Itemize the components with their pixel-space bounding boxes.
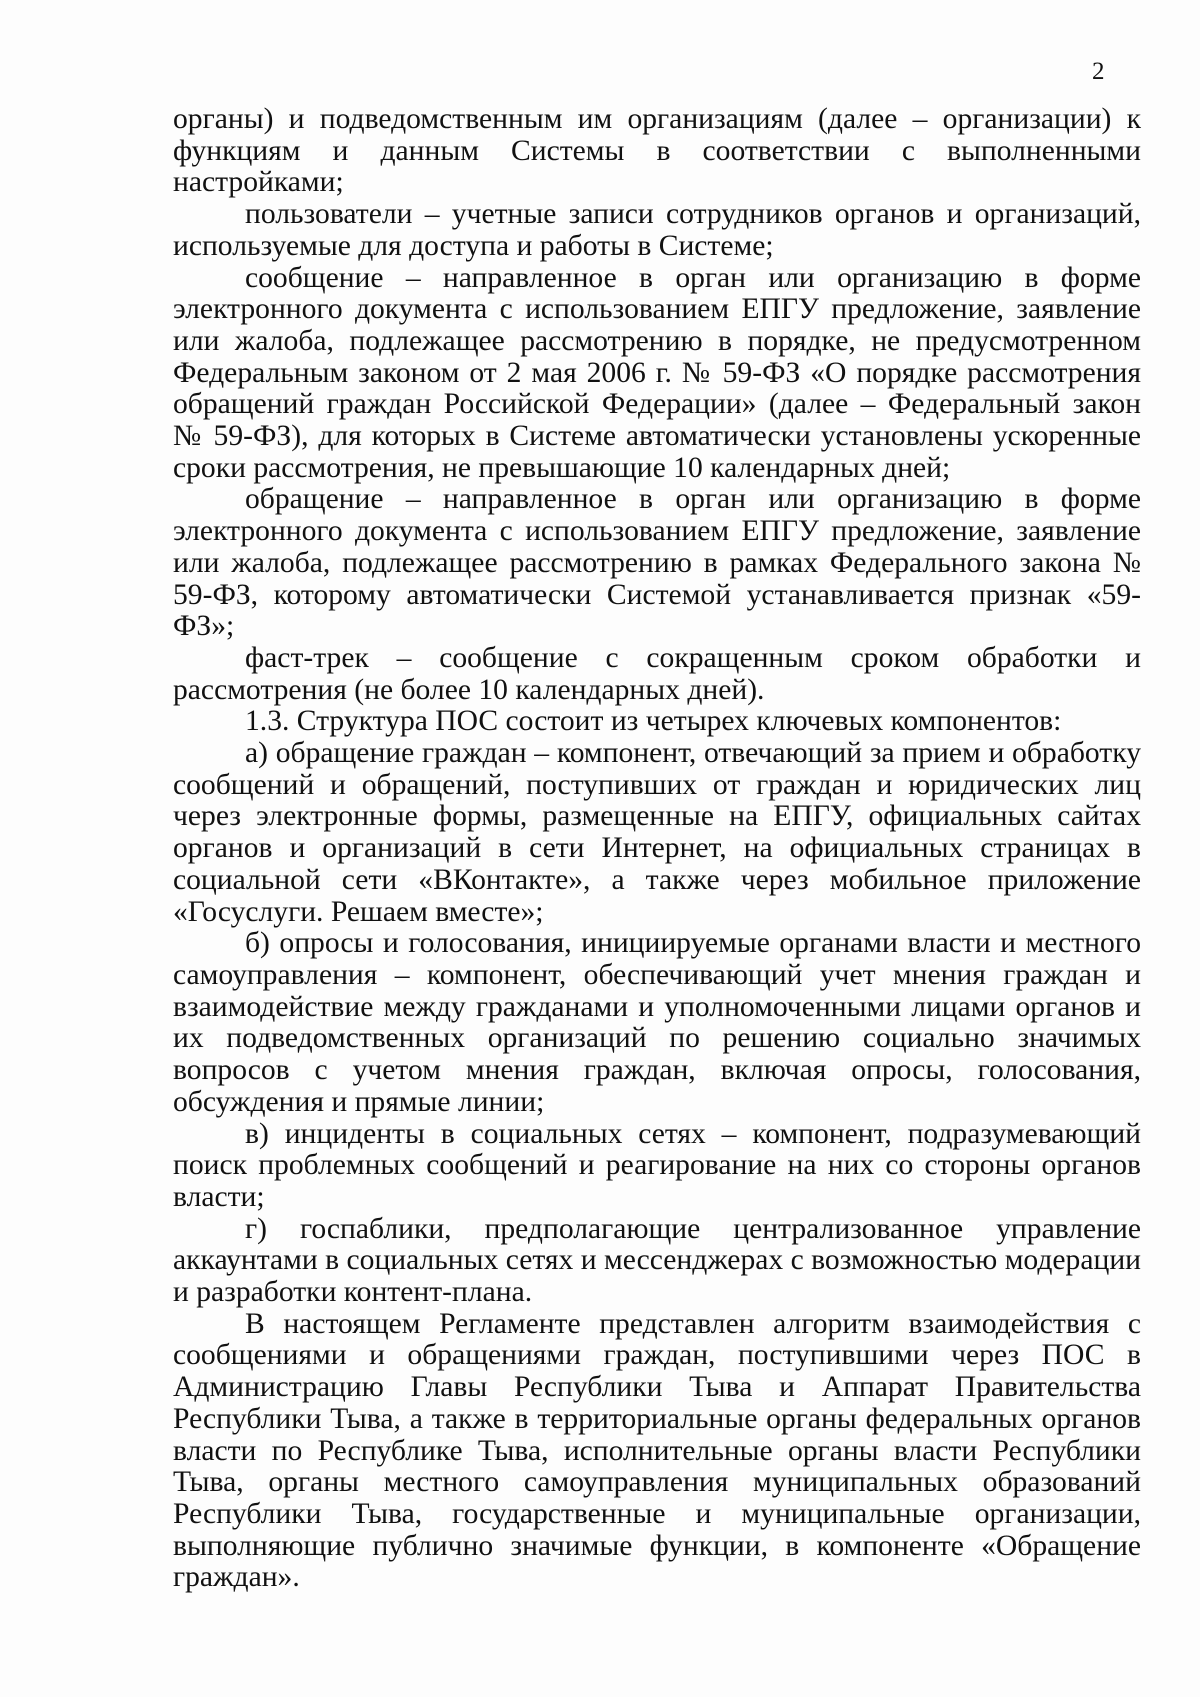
paragraph-regulation-scope: В настоящем Регламенте представлен алгоритм взаимодействия с сообщениями и обращениями граждан, поступившими через ПОС в Администрацию Главы Республики Тыва и Аппарат Правительства Республики Тыва, а также в территориальные органы федеральных органов власти по Республике Тыва, исполнительные органы власти Республики Тыва, органы местного самоуправления муниципальных образований Республики Тыва, государственные и муниципальные организации, выполняющие публично значимые функции, в компоненте «Обращение граждан». — [173, 1307, 1141, 1594]
paragraph-structure-heading: 1.3. Структура ПОС состоит из четырех ключевых компонентов: — [245, 705, 1062, 738]
paragraph-users-definition: пользователи – учетные записи сотрудников органов и организаций, используемые для доступа и работы в Системе; — [173, 198, 1141, 262]
paragraph-component-a: а) обращение граждан – компонент, отвечающий за прием и обработку сообщений и обращений, поступивших от граждан и юридических лиц через электронные формы, размещенные на ЕПГУ, официальных сайтах органов и организаций в сети Интернет, на официальных страницах в социальной сети «ВКонтакте», а также через мобильное приложение «Госуслуги. Решаем вместе»; — [173, 737, 1141, 928]
paragraph-appeal-definition: обращение – направленное в орган или организацию в форме электронного документа с использованием ЕПГУ предложение, заявление или жалоба, подлежащее рассмотрению в рамках Федерального закона № 59-ФЗ, которому автоматически Системой устанавливается признак «59-ФЗ»; — [173, 483, 1141, 643]
paragraph-organizations-continued: органы) и подведомственным им организациям (далее – организации) к функциям и данным Системы в соответствии с выполненными настройками; — [173, 103, 1141, 199]
document-body — [173, 104, 1141, 1594]
paragraph-component-c: в) инциденты в социальных сетях – компонент, подразумевающий поиск проблемных сообщений и реагирование на них со стороны органов власти; — [173, 1117, 1141, 1213]
paragraph-message-definition: сообщение – направленное в орган или организацию в форме электронного документа с использованием ЕПГУ предложение, заявление или жалоба, подлежащее рассмотрению в порядке, не предусмотренном Федеральным законом от 2 мая 2006 г. № 59-ФЗ «О порядке рассмотрения обращений граждан Российской Федерации» (далее – Федеральный закон № 59-ФЗ), для которых в Системе автоматически установлены ускоренные сроки рассмотрения, не превышающие 10 календарных дней; — [173, 261, 1141, 484]
paragraph-component-b: б) опросы и голосования, инициируемые органами власти и местного самоуправления – компонент, обеспечивающий учет мнения граждан и взаимодействие между гражданами и уполномоченными лицами органов и их подведомственных организаций по решению социально значимых вопросов с учетом мнения граждан, включая опросы, голосования, обсуждения и прямые линии; — [173, 927, 1141, 1118]
paragraph-component-d: г) госпаблики, предполагающие централизованное управление аккаунтами в социальных сетях и мессенджерах с возможностью модерации и разработки контент-плана. — [173, 1212, 1141, 1309]
paragraph-fast-track-definition: фаст-трек – сообщение с сокращенным сроком обработки и рассмотрения (не более 10 календарных дней). — [173, 641, 1141, 706]
page-number: 2 — [1092, 58, 1105, 85]
